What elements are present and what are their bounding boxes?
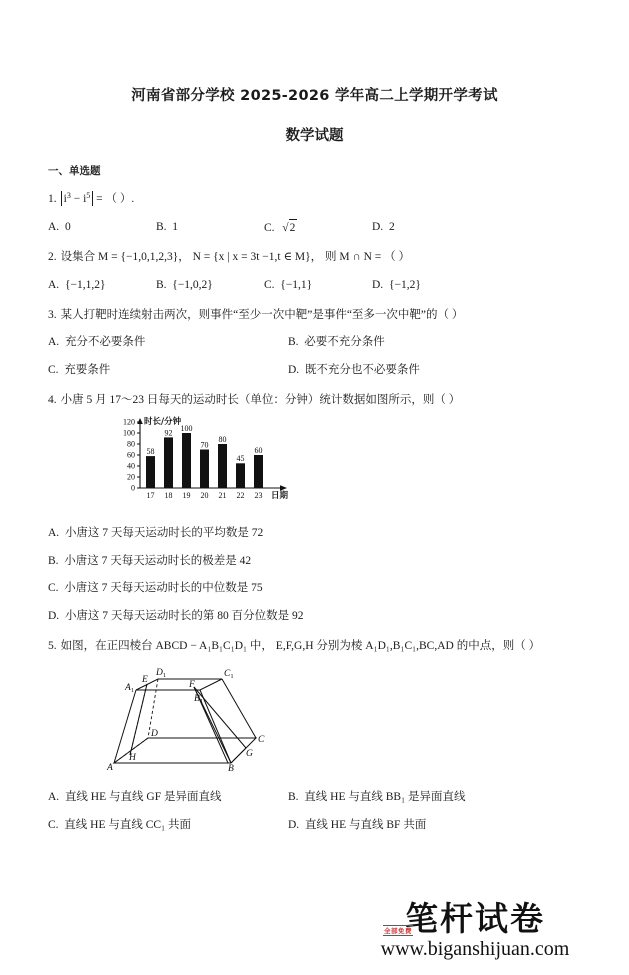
y-tick-labels <box>123 418 140 493</box>
option-d[interactable]: D. {−1,2} <box>372 279 421 292</box>
frustum-svg <box>106 660 281 772</box>
option-d[interactable]: D. 2 <box>372 220 395 233</box>
bar-chart-svg <box>110 416 310 508</box>
question-stem: 如图，在正四棱台 ABCD − A₁B₁C₁D₁ 中， E,F,G,H 分别为棱 A₁D₁,B₁C₁,BC,AD 的中点，则（ ） <box>60 639 541 652</box>
option-d[interactable]: D. 既不充分也不必要条件 <box>288 364 420 377</box>
bar-23 <box>254 455 263 488</box>
exam-page <box>0 84 629 975</box>
question-number: 1. <box>48 193 57 205</box>
svg-text:58: 58 <box>146 447 155 457</box>
label-B1: $B_1$ <box>194 694 204 706</box>
x-tick-labels <box>147 491 263 500</box>
x-axis-title: 日期 <box>270 491 288 502</box>
label-A: A <box>107 763 113 773</box>
svg-text:100: 100 <box>123 428 135 438</box>
option-c[interactable]: C. √2 <box>264 219 372 237</box>
bar-17 <box>146 456 155 488</box>
option-a[interactable]: A. {−1,1,2} <box>48 279 106 292</box>
svg-text:18: 18 <box>164 491 173 501</box>
edge-B1B <box>200 690 231 763</box>
section-heading: 一、单选题 <box>48 165 101 177</box>
watermark-brand: 笔杆试卷 <box>405 899 545 939</box>
label-D1: $D_1$ <box>156 668 167 680</box>
y-axis-title: 时长/分钟 <box>144 417 182 428</box>
svg-text:23: 23 <box>254 491 263 501</box>
option-a[interactable]: A. 小唐这 7 天每天运动时长的平均数是 72 <box>48 527 264 540</box>
option-d[interactable]: D. 直线 HE 与直线 BF 共面 <box>288 818 427 831</box>
question-2 <box>48 249 629 293</box>
top-face <box>136 679 222 690</box>
svg-text:20: 20 <box>200 491 209 501</box>
options-list <box>48 219 629 237</box>
page-title: 河南省部分学校 2025-2026 学年高二上学期开学考试 <box>131 88 498 104</box>
bar-20 <box>200 450 209 489</box>
option-c[interactable]: C. 小唐这 7 天每天运动时长的中位数是 75 <box>48 582 263 595</box>
question-number: 3. <box>48 308 57 321</box>
square-frustum-figure <box>106 660 629 778</box>
option-c[interactable]: C. {−1,1} <box>264 279 313 292</box>
watermark-free-tag: 全部免费 <box>384 927 412 935</box>
option-b[interactable]: B. 直线 HE 与直线 BB₁ 是异面直线 <box>288 791 466 804</box>
svg-text:60: 60 <box>127 450 135 460</box>
question-stem <box>61 191 629 208</box>
segment-FG <box>194 687 246 748</box>
question-stem: 某人打靶时连续射击两次，则事件“至少一次中靶”是事件“至多一次中靶”的（ ） <box>60 308 464 321</box>
options-list <box>48 525 629 625</box>
option-b[interactable]: B. {−1,0,2} <box>156 279 213 292</box>
options-list <box>48 789 629 833</box>
question-number: 5. <box>48 639 57 652</box>
svg-text:0: 0 <box>131 483 135 493</box>
option-d[interactable]: D. 小唐这 7 天每天运动时长的第 80 百分位数是 92 <box>48 610 304 623</box>
question-number: 4. <box>48 393 57 406</box>
options-list <box>48 277 629 294</box>
watermark <box>345 899 605 961</box>
option-c[interactable]: C. 直线 HE 与直线 CC₁ 共面 <box>48 818 191 831</box>
segment-GB <box>231 748 246 763</box>
svg-text:120: 120 <box>123 417 135 427</box>
options-list <box>48 334 629 378</box>
svg-text:45: 45 <box>236 454 245 464</box>
y-axis-arrow <box>137 418 143 424</box>
question-4 <box>48 392 629 625</box>
question-1 <box>48 191 629 236</box>
option-a[interactable]: A. 0 <box>48 220 71 233</box>
svg-text:22: 22 <box>236 491 245 501</box>
svg-text:17: 17 <box>146 491 155 501</box>
watermark-url: www.biganshijuan.com <box>380 938 570 960</box>
question-stem: 小唐 5 月 17～23 日每天的运动时长（单位：分钟）统计数据如图所示，则（ ） <box>60 393 461 406</box>
bar-21 <box>218 444 227 488</box>
page-subtitle: 数学试题 <box>285 128 344 144</box>
label-H: H <box>129 753 136 764</box>
question-number: 2. <box>48 251 57 264</box>
svg-text:80: 80 <box>127 439 135 449</box>
label-F: F <box>189 680 195 691</box>
label-A1: $A_1$ <box>125 683 135 695</box>
option-a[interactable]: A. 充分不必要条件 <box>48 336 146 349</box>
label-C1: $C_1$ <box>224 669 234 681</box>
svg-text:92: 92 <box>164 428 173 438</box>
svg-text:60: 60 <box>254 446 263 456</box>
question-stem-suffix: = （ ）. <box>96 193 135 205</box>
option-c[interactable]: C. 充要条件 <box>48 364 111 377</box>
exercise-duration-bar-chart <box>110 416 629 514</box>
option-b[interactable]: B. 小唐这 7 天每天运动时长的极差是 42 <box>48 554 252 567</box>
absolute-value-expression: $i^3 - i^5$ <box>61 191 94 206</box>
option-b[interactable]: B. 必要不充分条件 <box>288 336 385 349</box>
svg-text:21: 21 <box>218 491 227 501</box>
edge-C1C <box>222 679 256 738</box>
label-D: D <box>151 729 158 740</box>
x-axis-arrow <box>280 486 287 492</box>
question-3 <box>48 307 629 379</box>
svg-text:100: 100 <box>180 424 193 434</box>
sqrt-symbol: √2 <box>280 219 297 237</box>
bar-18 <box>164 438 173 489</box>
svg-text:19: 19 <box>182 491 191 501</box>
bar-19 <box>182 433 191 488</box>
svg-text:80: 80 <box>218 435 227 445</box>
question-5 <box>48 638 629 834</box>
bar-22 <box>236 464 245 489</box>
svg-text:70: 70 <box>200 440 209 450</box>
label-C: C <box>258 735 265 746</box>
option-a[interactable]: A. 直线 HE 与直线 GF 是异面直线 <box>48 791 222 804</box>
vertex-labels <box>106 668 265 772</box>
svg-text:20: 20 <box>127 472 135 482</box>
svg-text:40: 40 <box>127 461 135 471</box>
option-b[interactable]: B. 1 <box>156 220 179 233</box>
label-E: E <box>142 675 148 686</box>
label-B: B <box>228 764 234 773</box>
question-stem: 设集合 M = {−1,0,1,2,3}， N = {x | x = 3t −1,t ∈ M}， 则 M ∩ N = （ ） <box>60 251 411 264</box>
label-G: G <box>246 749 253 760</box>
